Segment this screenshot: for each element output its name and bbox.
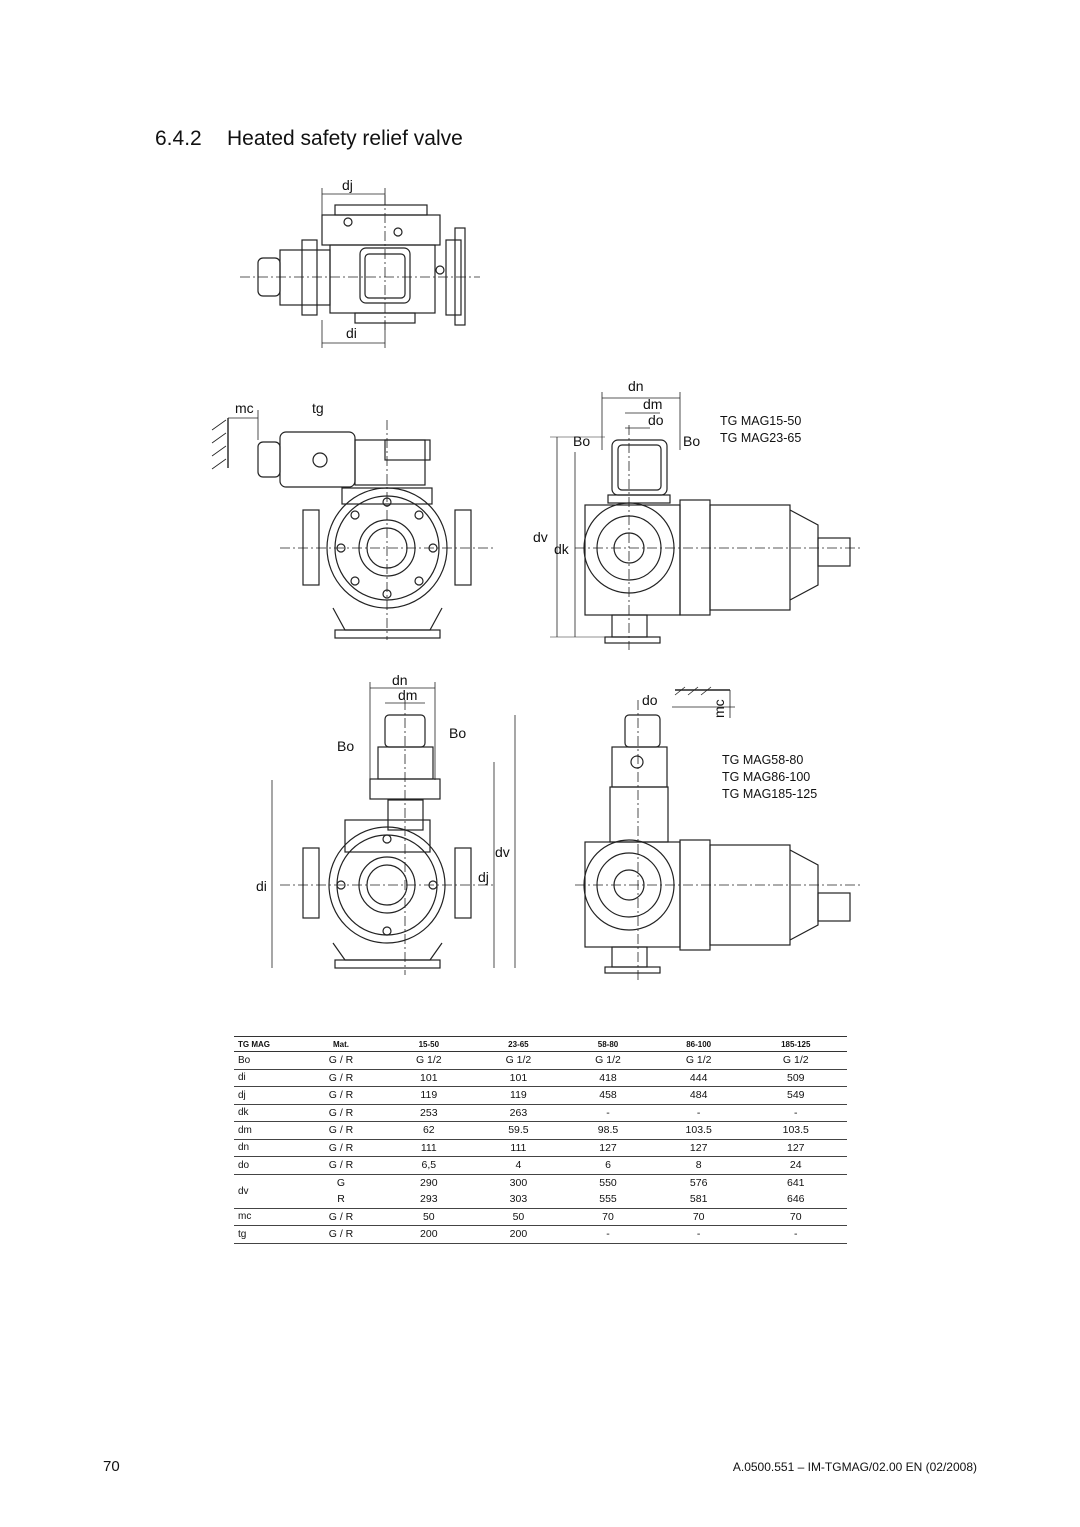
table-cell: 6,5 xyxy=(384,1157,474,1175)
table-cell: G / R xyxy=(298,1157,384,1175)
table-cell: 641 xyxy=(786,1176,805,1189)
table-cell: 290 xyxy=(420,1176,438,1189)
table-row xyxy=(234,1226,847,1244)
table-cell: G / R xyxy=(298,1069,384,1087)
pump-front-view-small xyxy=(212,410,495,640)
table-cell: 127 xyxy=(653,1139,745,1157)
table-row xyxy=(234,1087,847,1105)
row-key: mc xyxy=(234,1208,298,1226)
table-cell: - xyxy=(745,1104,847,1122)
table-cell: - xyxy=(563,1104,653,1122)
table-cell: 119 xyxy=(474,1087,564,1105)
row-key: dn xyxy=(234,1139,298,1157)
table-cell: G / R xyxy=(298,1122,384,1140)
section-number: 6.4.2 xyxy=(155,127,202,150)
model-top-1: TG MAG15-50 xyxy=(720,414,802,428)
table-cell: 303 xyxy=(474,1191,564,1208)
table-cell: G / R xyxy=(298,1104,384,1122)
document-reference: A.0500.551 – IM-TGMAG/02.00 EN (02/2008) xyxy=(732,1460,977,1474)
table-cell: 70 xyxy=(653,1208,745,1226)
table-row xyxy=(234,1157,847,1175)
row-key: dk xyxy=(234,1104,298,1122)
model-top-2: TG MAG23-65 xyxy=(720,431,802,445)
label-bo-upper-right: Bo xyxy=(683,433,701,449)
table-cell: 127 xyxy=(745,1139,847,1157)
col-header: TG MAG xyxy=(234,1037,298,1052)
model-bottom-1: TG MAG58-80 xyxy=(722,753,804,767)
model-bottom-3: TG MAG185-125 xyxy=(722,787,818,801)
row-key: di xyxy=(234,1069,298,1087)
table-row xyxy=(234,1208,847,1226)
row-key: Bo xyxy=(234,1052,298,1070)
page-number: 70 xyxy=(103,1458,120,1475)
table-cell: 200 xyxy=(474,1226,564,1244)
table-cell: 50 xyxy=(384,1208,474,1226)
label-bo-lower-right: Bo xyxy=(449,725,467,741)
table-cell: - xyxy=(653,1226,745,1244)
table-cell: 70 xyxy=(745,1208,847,1226)
table-cell: 293 xyxy=(384,1191,474,1208)
table-row xyxy=(234,1104,847,1122)
col-header: 185-125 xyxy=(745,1037,847,1052)
table-cell: G 1/2 xyxy=(745,1052,847,1070)
section-title: Heated safety relief valve xyxy=(227,127,463,150)
label-dm-upper: dm xyxy=(643,396,663,412)
table-cell: G 1/2 xyxy=(384,1052,474,1070)
col-header: 15-50 xyxy=(384,1037,474,1052)
label-di-lower: di xyxy=(256,878,267,894)
pump-top-view xyxy=(240,188,480,348)
table-row xyxy=(234,1174,847,1191)
table-header-row xyxy=(234,1037,847,1052)
table-cell: 253 xyxy=(384,1104,474,1122)
table-cell: 101 xyxy=(474,1069,564,1087)
label-mc-lower: mc xyxy=(711,699,727,718)
table-cell: 101 xyxy=(384,1069,474,1087)
table-cell: 646 xyxy=(745,1191,847,1208)
label-dk: dk xyxy=(554,541,569,557)
table-cell: 62 xyxy=(384,1122,474,1140)
model-bottom-2: TG MAG86-100 xyxy=(722,770,811,784)
label-do-upper: do xyxy=(648,412,664,428)
col-header: 23-65 xyxy=(474,1037,564,1052)
col-header: Mat. xyxy=(298,1037,384,1052)
table-row xyxy=(234,1122,847,1140)
table-cell: 111 xyxy=(384,1139,474,1157)
row-key: do xyxy=(234,1157,298,1175)
label-dm-lower: dm xyxy=(398,687,418,703)
table-cell: 103.5 xyxy=(653,1122,745,1140)
col-header: 58-80 xyxy=(563,1037,653,1052)
table-cell: G 1/2 xyxy=(653,1052,745,1070)
label-tg: tg xyxy=(312,400,324,416)
pump-side-view-small xyxy=(550,392,860,650)
label-dn-upper: dn xyxy=(628,378,644,394)
table-cell: 550 xyxy=(599,1176,617,1189)
table-cell: G / R xyxy=(298,1208,384,1226)
table-cell: 484 xyxy=(653,1087,745,1105)
table-cell: 263 xyxy=(474,1104,564,1122)
table-cell: G / R xyxy=(298,1226,384,1244)
table-cell: 576 xyxy=(689,1176,708,1189)
table-cell: 200 xyxy=(384,1226,474,1244)
row-key: dj xyxy=(234,1087,298,1105)
table-cell: 59.5 xyxy=(474,1122,564,1140)
label-dj-lower: dj xyxy=(478,869,489,885)
table-cell: G 1/2 xyxy=(563,1052,653,1070)
table-cell: 549 xyxy=(745,1087,847,1105)
table-cell: 444 xyxy=(653,1069,745,1087)
pump-side-view-large xyxy=(575,687,860,980)
label-di-top: di xyxy=(346,325,357,341)
dimensions-table xyxy=(234,1036,847,1244)
table-cell: - xyxy=(745,1226,847,1244)
table-cell: 8 xyxy=(653,1157,745,1175)
row-key: dm xyxy=(234,1122,298,1140)
table-row xyxy=(234,1191,847,1208)
table-cell: 581 xyxy=(653,1191,745,1208)
table-cell: 50 xyxy=(474,1208,564,1226)
table-cell: G / R xyxy=(298,1052,384,1070)
label-dv-upper: dv xyxy=(533,529,548,545)
table-row xyxy=(234,1139,847,1157)
col-header: 86-100 xyxy=(653,1037,745,1052)
table-cell: 119 xyxy=(384,1087,474,1105)
label-bo-lower-left: Bo xyxy=(337,738,355,754)
table-cell: G / R xyxy=(298,1087,384,1105)
table-cell: 300 xyxy=(509,1176,528,1189)
row-key: dv xyxy=(234,1174,298,1208)
row-key: tg xyxy=(234,1226,298,1244)
label-dj-top: dj xyxy=(342,177,353,193)
table-cell: R xyxy=(298,1191,384,1208)
table-cell: 103.5 xyxy=(745,1122,847,1140)
table-cell: 418 xyxy=(563,1069,653,1087)
table-cell: 555 xyxy=(563,1191,653,1208)
table-cell: 24 xyxy=(745,1157,847,1175)
label-dv-lower: dv xyxy=(495,844,510,860)
label-dn-lower: dn xyxy=(392,672,408,688)
table-cell: - xyxy=(653,1104,745,1122)
pump-front-view-large xyxy=(272,682,515,975)
table-cell: G / R xyxy=(298,1139,384,1157)
table-cell: 127 xyxy=(563,1139,653,1157)
table-cell: - xyxy=(563,1226,653,1244)
table-cell: 4 xyxy=(474,1157,564,1175)
table-cell: 509 xyxy=(745,1069,847,1087)
table-cell: 98.5 xyxy=(563,1122,653,1140)
table-cell: 458 xyxy=(563,1087,653,1105)
table-row xyxy=(234,1069,847,1087)
table-row xyxy=(234,1052,847,1070)
table-cell: 70 xyxy=(563,1208,653,1226)
table-cell: G 1/2 xyxy=(474,1052,564,1070)
table-cell: 6 xyxy=(563,1157,653,1175)
table-cell: G xyxy=(336,1176,346,1189)
label-do-lower: do xyxy=(642,692,658,708)
table-cell: 111 xyxy=(474,1139,564,1157)
label-bo-upper-left: Bo xyxy=(573,433,591,449)
label-mc-upper: mc xyxy=(235,400,254,416)
